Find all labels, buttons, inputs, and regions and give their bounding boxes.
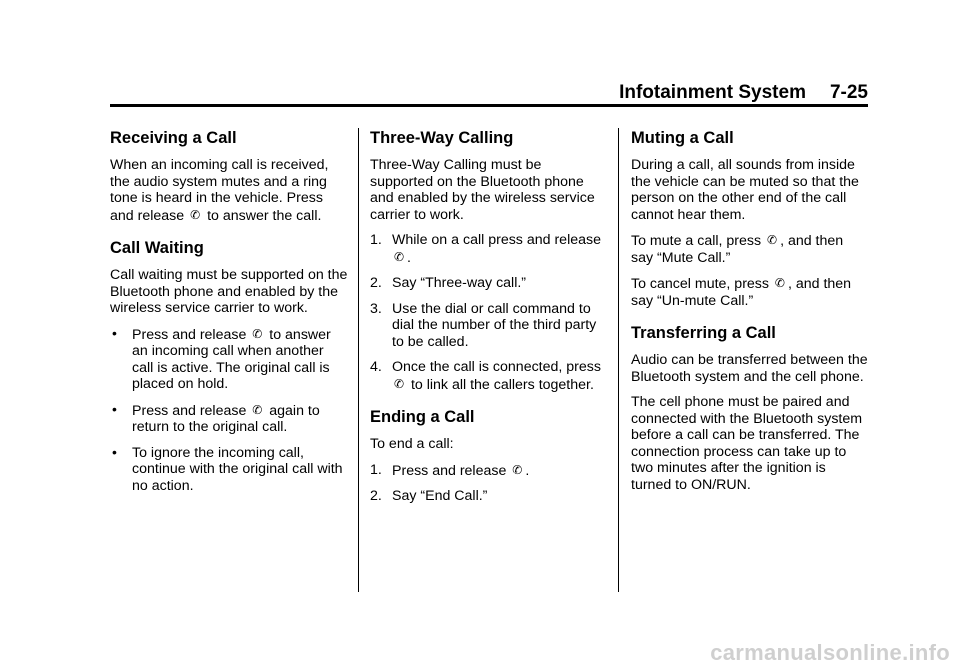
header-rule [110, 104, 868, 107]
heading-receiving-a-call: Receiving a Call [110, 129, 237, 147]
muting-paragraph-1: During a call, all sounds from inside the vehicle can be muted so that the person on the other end of the call cannot hear them. [631, 157, 859, 223]
phone-icon: ✆ [252, 326, 263, 341]
list-item [370, 275, 608, 292]
step1-text-a: While on a call press and release [392, 232, 601, 248]
step-number: 4. [370, 359, 382, 375]
step-number: 1. [370, 232, 382, 248]
mute-text-b: , and then say “Mute Call.” [631, 233, 844, 266]
heading-call-waiting: Call Waiting [110, 239, 204, 257]
column-1 [110, 128, 348, 503]
step3-text: Use the dial or call command to dial the number of the third party to be called. [392, 300, 597, 350]
end-step1-text-a: Press and release [392, 462, 507, 479]
section-title: Infotainment System [619, 82, 806, 103]
ending-steps [370, 462, 608, 505]
heading-transferring-a-call: Transferring a Call [631, 324, 776, 342]
unmute-text-a: To cancel mute, press [631, 276, 769, 292]
unmute-text-b: , and then say “Un-mute Call.” [631, 276, 852, 309]
list-item [370, 488, 608, 505]
column-2 [370, 128, 608, 514]
phone-icon: ✆ [393, 376, 405, 391]
page-number: 7-25 [829, 82, 868, 103]
waiting-intro: Call waiting must be supported on the Bluetooth phone and enabled by the wireless service carrier to work. [110, 267, 348, 316]
heading-muting-a-call: Muting a Call [631, 129, 734, 147]
phone-icon: ✆ [767, 233, 778, 247]
end-step1-text-b: . [525, 462, 530, 479]
step-number: 1. [370, 461, 382, 478]
bullet2-text-a: Press and release [132, 402, 247, 419]
transferring-paragraph-2: The cell phone must be paired and connected with the Bluetooth system before a call can be transferred. The connection process can take up to two minutes after the ignition is turned to ON/RUN. [631, 394, 863, 493]
step2-text: Say “Three-way call.” [392, 275, 527, 291]
list-item [370, 462, 608, 480]
page-header [110, 80, 868, 106]
step4-text-a: Once the call is connected, press [392, 359, 601, 375]
end-step2-text: Say “End Call.” [392, 488, 488, 504]
waiting-bullets [110, 326, 348, 495]
column-divider-1 [358, 128, 359, 592]
muting-paragraph-2 [631, 232, 869, 266]
phone-icon: ✆ [190, 207, 201, 222]
column-divider-2 [618, 128, 619, 592]
phone-icon: ✆ [774, 276, 785, 290]
phone-icon: ✆ [393, 249, 405, 264]
bullet1-text-a: Press and release [132, 326, 247, 343]
heading-ending-a-call: Ending a Call [370, 408, 475, 426]
phone-icon: ✆ [512, 462, 523, 477]
list-item [110, 326, 348, 393]
mute-text-a: To mute a call, press [631, 233, 762, 249]
threeway-intro: Three-Way Calling must be supported on the Bluetooth phone and enabled by the wireless service carrier to work. [370, 157, 595, 223]
list-item [370, 301, 608, 351]
column-3 [631, 128, 869, 502]
list-item [370, 359, 608, 393]
list-item [370, 232, 608, 266]
step-number: 3. [370, 300, 382, 317]
muting-paragraph-3 [631, 275, 869, 309]
receiving-text-b: to answer the call. [207, 207, 322, 224]
list-item [110, 445, 348, 495]
step1-text-b: . [407, 249, 411, 266]
receiving-paragraph [110, 157, 348, 224]
transferring-paragraph-1: Audio can be transferred between the Bluetooth system and the cell phone. [631, 352, 868, 385]
step4-text-b: to link all the callers together. [410, 376, 594, 393]
receiving-text-a: When an incoming call is received, the audio system mutes and a ring tone is heard in the vehicle. Press and release [110, 157, 329, 224]
ending-intro: To end a call: [370, 436, 454, 452]
step-number: 2. [370, 275, 382, 291]
heading-three-way-calling: Three-Way Calling [370, 129, 514, 147]
phone-icon: ✆ [252, 402, 263, 417]
bullet2-text-b: again to return to the original call. [132, 402, 320, 435]
bullet1-text-b: to answer an incoming call when another call is active. The original call is placed on hold. [132, 326, 331, 392]
list-item [110, 402, 348, 436]
step-number: 2. [370, 488, 382, 504]
threeway-steps [370, 232, 608, 393]
bullet3-text: To ignore the incoming call, continue with the original call with no action. [132, 444, 343, 494]
watermark: carmanualsonline.info [710, 640, 950, 665]
